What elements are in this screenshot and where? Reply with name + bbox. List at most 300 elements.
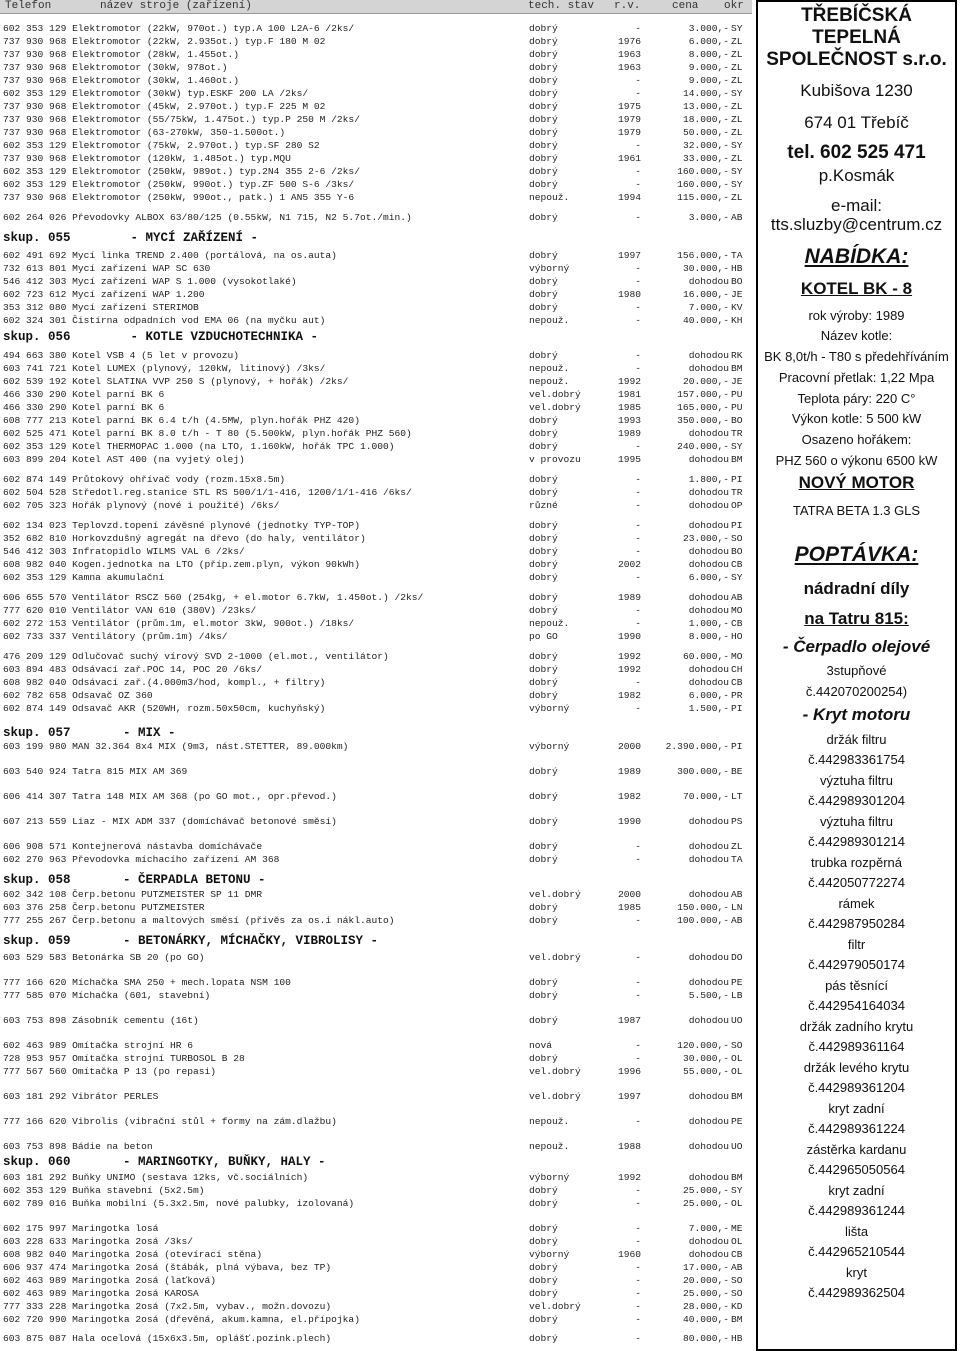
item-price: dohodou [688, 977, 729, 988]
listing-row [3, 500, 751, 512]
listing-row [3, 1116, 751, 1128]
sidebar-line: tts.sluzby@centrum.cz [770, 215, 943, 234]
item-year: 1960 [617, 1249, 641, 1260]
item-year: - [635, 263, 641, 274]
item-district: ZL [731, 101, 743, 112]
item-description: 602 463 989 Maringotka 2osá KAROSA [3, 1288, 199, 1299]
sidebar-line: nádradní díly [803, 579, 910, 598]
listing-row [3, 559, 751, 571]
item-condition: dobrý [529, 487, 558, 498]
item-year: - [635, 1198, 641, 1209]
item-district: ME [731, 1223, 743, 1234]
header-stav: tech. stav [528, 0, 595, 12]
sidebar-line: Výkon kotle: 5 500 kW [791, 411, 922, 426]
item-district: BM [731, 1091, 743, 1102]
item-district: RK [731, 350, 743, 361]
sidebar-line: NOVÝ MOTOR [798, 473, 915, 492]
item-district: ZL [731, 49, 743, 60]
item-district: KD [731, 1301, 743, 1312]
item-description: 608 777 213 Kotel parní BK 6.4 t/h (4.5MW, plyn.hořák PHZ 420) [3, 415, 360, 426]
item-year: - [635, 520, 641, 531]
item-year: - [635, 915, 641, 926]
item-condition: dobrý [529, 1288, 558, 1299]
item-condition: dobrý [529, 990, 558, 1001]
item-price: 20.000,- [682, 1275, 729, 1286]
item-district: KV [731, 302, 743, 313]
item-district: ZL [731, 62, 743, 73]
item-price: 28.000,- [682, 1301, 729, 1312]
item-condition: dobrý [529, 140, 558, 151]
header-rv: r.v. [614, 0, 641, 12]
header-okr: okr [724, 0, 744, 12]
listing-row [3, 23, 751, 35]
item-year: - [635, 1314, 641, 1325]
item-description: 602 353 129 Elektromotor (250kW, 989ot.) typ.2N4 355 2-6 /2ks/ [3, 166, 360, 177]
item-year: - [635, 533, 641, 544]
item-description: 777 585 070 Míchačka (601, stavební) [3, 990, 211, 1001]
item-district: TR [731, 428, 743, 439]
item-price: 55.000,- [682, 1066, 729, 1077]
item-price: 20.000,- [682, 376, 729, 387]
item-price: 80.000,- [682, 1333, 729, 1344]
item-price: dohodou [688, 559, 729, 570]
item-description: 777 166 620 Vibrolis (vibrační stůl + formy na zám.dlažbu) [3, 1116, 337, 1127]
item-description: 602 270 963 Převodovka míchacího zařízení AM 368 [3, 854, 280, 865]
item-condition: dobrý [529, 677, 558, 688]
sidebar-line: zástěrka kardanu [806, 1142, 907, 1157]
item-year: - [635, 1040, 641, 1051]
item-description: 602 353 129 Elektromotor (250kW, 990ot.) typ.ZF 500 S-6 /3ks/ [3, 179, 355, 190]
item-price: 30.000,- [682, 263, 729, 274]
item-district: TR [731, 487, 743, 498]
item-condition: dobrý [529, 854, 558, 865]
item-district: ZL [731, 127, 743, 138]
item-year: 1982 [617, 690, 641, 701]
item-condition: výborný [529, 1172, 570, 1183]
sidebar-line: NABÍDKA: [804, 245, 909, 268]
item-district: UO [731, 1141, 743, 1152]
item-district: BM [731, 363, 743, 374]
item-description: 602 723 612 Mycí zařízení WAP 1.200 [3, 289, 205, 300]
listing-row [3, 487, 751, 499]
item-year: 1993 [617, 415, 641, 426]
item-description: 603 753 898 Bádie na beton [3, 1141, 153, 1152]
item-condition: dobrý [529, 114, 558, 125]
item-price: 33.000,- [682, 153, 729, 164]
sidebar-line: PHZ 560 o výkonu 6500 kW [775, 453, 938, 468]
item-condition: dobrý [529, 1314, 558, 1325]
sidebar-line: č.442989361224 [808, 1121, 905, 1136]
item-district: PR [731, 690, 743, 701]
sidebar-line: č.442989361164 [808, 1039, 905, 1054]
item-year: 1987 [617, 1015, 641, 1026]
listing-row [3, 153, 751, 165]
listing-row [3, 140, 751, 152]
item-district: ZL [731, 841, 743, 852]
item-price: 1.500,- [688, 703, 729, 714]
item-price: 120.000,- [677, 1040, 729, 1051]
item-price: 9.000,- [688, 75, 729, 86]
item-description: 602 264 026 Převodovky ALBOX 63/80/125 (0.55kW, N1 715, N2 5.7ot./min.) [3, 212, 412, 223]
item-year: - [635, 546, 641, 557]
listing-row [3, 1053, 751, 1065]
listing-row [3, 664, 751, 676]
item-district: BM [731, 1314, 743, 1325]
item-condition: vel.dobrý [529, 389, 581, 400]
item-condition: dobrý [529, 520, 558, 531]
item-district: SO [731, 533, 743, 544]
item-description: 602 134 023 Teplovzd.topení závěsné plynové (jednotky TYP-TOP) [3, 520, 360, 531]
item-district: PE [731, 977, 743, 988]
listing-row [3, 62, 751, 74]
item-condition: nepouž. [529, 192, 570, 203]
item-price: 32.000,- [682, 140, 729, 151]
sidebar-line: výztuha filtru [820, 773, 893, 788]
sidebar-line: č.442989362504 [808, 1285, 905, 1300]
item-price: 25.000,- [682, 1185, 729, 1196]
item-condition: dobrý [529, 1236, 558, 1247]
item-year: 1985 [617, 902, 641, 913]
item-condition: vel.dobrý [529, 1301, 581, 1312]
item-description: 606 908 571 Kontejnerová nástavba domíchávače [3, 841, 263, 852]
item-district: SY [731, 23, 743, 34]
item-condition: dobrý [529, 302, 558, 313]
item-description: 603 376 258 Čerp.betonu PUTZMEISTER [3, 902, 205, 913]
item-year: 1992 [617, 1172, 641, 1183]
item-price: 16.000,- [682, 289, 729, 300]
item-price: dohodou [688, 816, 729, 827]
item-description: 353 312 080 Mycí zařízení STERIMOB [3, 302, 199, 313]
sidebar-line: č.442965210544 [808, 1244, 905, 1259]
item-year: 1979 [617, 114, 641, 125]
item-district: OL [731, 1236, 743, 1247]
item-district: JE [731, 376, 743, 387]
item-description: 466 330 290 Kotel parní BK 6 [3, 389, 165, 400]
item-price: 18.000,- [682, 114, 729, 125]
item-description: 602 353 129 Elektromotor (22kW, 970ot.) typ.A 100 L2A-6 /2ks/ [3, 23, 355, 34]
item-year: 1990 [617, 816, 641, 827]
sidebar-line: držák levého krytu [803, 1060, 910, 1075]
item-condition: dobrý [529, 1223, 558, 1234]
item-year: - [635, 23, 641, 34]
item-price: dohodou [688, 363, 729, 374]
item-year: 1963 [617, 49, 641, 60]
sidebar-line: Osazeno hořákem: [801, 432, 912, 447]
item-year: 1992 [617, 664, 641, 675]
item-price: 40.000,- [682, 1314, 729, 1325]
sidebar-line: BK 8,0t/h - T80 s předehříváním [764, 349, 949, 364]
item-condition: dobrý [529, 1275, 558, 1286]
item-year: - [635, 605, 641, 616]
item-price: 165.000,- [677, 402, 729, 413]
item-price: dohodou [688, 454, 729, 465]
sidebar-line: č.442965050564 [808, 1162, 905, 1177]
item-description: 466 330 290 Kotel parní BK 6 [3, 402, 165, 413]
item-district: UO [731, 1015, 743, 1026]
item-year: - [635, 179, 641, 190]
listing-row [3, 631, 751, 643]
listing-row [3, 402, 751, 414]
item-condition: dobrý [529, 841, 558, 852]
sidebar-line: TŘEBÍČSKÁ [801, 5, 912, 26]
listing-row [3, 1333, 751, 1345]
item-condition: dobrý [529, 915, 558, 926]
listing-row [3, 302, 751, 314]
item-description: 476 209 129 Odlučovač suchý vírový SVD 2-1000 (el.mot., ventilátor) [3, 651, 389, 662]
item-year: 1996 [617, 1066, 641, 1077]
sidebar-line: e-mail: [830, 196, 882, 215]
item-price: dohodou [688, 1015, 729, 1026]
item-condition: výborný [529, 263, 570, 274]
item-district: TA [731, 854, 743, 865]
item-year: - [635, 1333, 641, 1344]
sidebar-line: pás těsnící [825, 978, 888, 993]
item-condition: dobrý [529, 75, 558, 86]
sidebar-line: č.442989361204 [808, 1080, 905, 1095]
item-year: 2002 [617, 559, 641, 570]
item-description: 602 353 129 Elektromotor (75kW, 2.970ot.) typ.SF 280 S2 [3, 140, 320, 151]
item-district: BO [731, 276, 743, 287]
listing-row [3, 533, 751, 545]
item-description: 603 228 633 Maringotka 2osá /3ks/ [3, 1236, 193, 1247]
sidebar-line: č.442989301204 [808, 793, 905, 808]
section-heading: skup. 058 - ČERPADLA BETONU - [3, 873, 266, 887]
item-price: dohodou [688, 1141, 729, 1152]
item-description: 602 720 990 Maringotka 2osá (dřevěná, akum.kamna, el.přípojka) [3, 1314, 360, 1325]
item-district: JE [731, 289, 743, 300]
item-price: dohodou [688, 592, 729, 603]
item-price: 50.000,- [682, 127, 729, 138]
item-description: 777 166 620 Míchačka SMA 250 + mech.lopata NSM 100 [3, 977, 291, 988]
item-district: BO [731, 546, 743, 557]
item-price: dohodou [688, 350, 729, 361]
item-description: 602 705 323 Hořák plynový (nové i použité) /6ks/ [3, 500, 280, 511]
item-year: - [635, 1301, 641, 1312]
item-condition: dobrý [529, 212, 558, 223]
listing-row [3, 127, 751, 139]
item-year: - [635, 441, 641, 452]
item-district: MO [731, 605, 743, 616]
item-description: 606 937 474 Maringotka 2osá (štábák, plná výbava, bez TP) [3, 1262, 332, 1273]
listing-row [3, 546, 751, 558]
listing-row [3, 766, 751, 778]
item-district: SY [731, 441, 743, 452]
item-district: KH [731, 315, 743, 326]
sidebar-line: držák zadního krytu [799, 1019, 914, 1034]
listing-row [3, 1262, 751, 1274]
listing-row [3, 1275, 751, 1287]
item-price: 70.000,- [682, 791, 729, 802]
item-description: 603 199 980 MAN 32.364 8x4 MIX (9m3, nást.STETTER, 89.000km) [3, 741, 349, 752]
item-description: 602 175 997 Maringotka losá [3, 1223, 159, 1234]
listing-row [3, 854, 751, 866]
header-telefon: Telefon [5, 0, 52, 12]
item-description: 546 412 303 Mycí zařízení WAP S 1.000 (vysokotlaké) [3, 276, 297, 287]
item-year: - [635, 487, 641, 498]
item-price: 3.000,- [688, 23, 729, 34]
item-condition: dobrý [529, 101, 558, 112]
item-condition: dobrý [529, 88, 558, 99]
listing-row [3, 977, 751, 989]
item-district: SO [731, 1040, 743, 1051]
sidebar-line: 3stupňové [826, 663, 887, 678]
item-year: - [635, 977, 641, 988]
header-cena: cena [672, 0, 699, 12]
item-condition: dobrý [529, 605, 558, 616]
item-condition: nepouž. [529, 363, 570, 374]
item-price: dohodou [688, 1172, 729, 1183]
item-condition: po GO [529, 631, 558, 642]
item-description: 603 181 292 Buňky UNIMO (sestava 12ks, vč.sociálních) [3, 1172, 309, 1183]
item-year: - [635, 302, 641, 313]
item-description: 737 930 968 Elektromotor (120kW, 1.485ot.) typ.MQU [3, 153, 291, 164]
item-description: 737 930 968 Elektromotor (30kW, 1.460ot.) [3, 75, 240, 86]
item-year: - [635, 1053, 641, 1064]
section-heading: skup. 060 - MARINGOTKY, BUŇKY, HALY - [3, 1155, 326, 1169]
item-price: 6.000,- [688, 690, 729, 701]
sidebar-line: č.442954164034 [808, 998, 905, 1013]
sidebar-line: držák filtru [826, 732, 887, 747]
item-year: - [635, 315, 641, 326]
item-price: 300.000,- [677, 766, 729, 777]
item-price: 17.000,- [682, 1262, 729, 1273]
item-year: - [635, 841, 641, 852]
item-description: 606 655 570 Ventilátor RSCZ 560 (254kg, + el.motor 6.7kW, 1.450ot.) /2ks/ [3, 592, 424, 603]
item-condition: dobrý [529, 428, 558, 439]
item-district: BM [731, 454, 743, 465]
item-condition: dobrý [529, 250, 558, 261]
item-condition: nepouž. [529, 1141, 570, 1152]
item-year: 2000 [617, 741, 641, 752]
listing-row [3, 415, 751, 427]
listing-row [3, 889, 751, 901]
item-condition: dobrý [529, 1198, 558, 1209]
item-condition: dobrý [529, 664, 558, 675]
sidebar-line: Teplota páry: 220 C° [797, 391, 916, 406]
sidebar-line: Název kotle: [820, 328, 893, 343]
item-district: HB [731, 263, 743, 274]
item-description: 494 663 380 Kotel VSB 4 (5 let v provozu) [3, 350, 240, 361]
item-description: 737 930 968 Elektromotor (30kW, 978ot.) [3, 62, 228, 73]
item-year: - [635, 618, 641, 629]
listing-row [3, 952, 751, 964]
item-price: 23.000,- [682, 533, 729, 544]
item-district: SO [731, 1275, 743, 1286]
item-condition: dobrý [529, 276, 558, 287]
item-district: SY [731, 1185, 743, 1196]
item-price: dohodou [688, 276, 729, 287]
item-price: 1.800,- [688, 474, 729, 485]
item-year: - [635, 75, 641, 86]
item-price: dohodou [688, 500, 729, 511]
item-year: 1980 [617, 289, 641, 300]
listing-row [3, 363, 751, 375]
item-description: 602 342 108 Čerp.betonu PUTZMEISTER SP 11 DMR [3, 889, 263, 900]
item-year: 1989 [617, 766, 641, 777]
item-district: ZL [731, 192, 743, 203]
item-description: 602 324 301 Čistírna odpadních vod EMA 06 (na myčku aut) [3, 315, 326, 326]
item-price: dohodou [688, 520, 729, 531]
item-year: - [635, 140, 641, 151]
item-description: 602 353 129 Kamna akumulační [3, 572, 165, 583]
item-year: - [635, 1116, 641, 1127]
item-district: OP [731, 500, 743, 511]
item-condition: dobrý [529, 791, 558, 802]
item-condition: dobrý [529, 1015, 558, 1026]
item-description: 732 613 801 Mycí zařízení WAP SC 630 [3, 263, 211, 274]
item-year: - [635, 363, 641, 374]
item-price: dohodou [688, 428, 729, 439]
item-description: 608 982 040 Odsávací zař.(4.000m3/hod, kompl., + filtry) [3, 677, 326, 688]
sidebar-line: č.442989301214 [808, 834, 905, 849]
item-description: 737 930 968 Elektromotor (28kW, 1.455ot.) [3, 49, 240, 60]
listing-row [3, 179, 751, 191]
listing-row [3, 690, 751, 702]
listing-row [3, 520, 751, 532]
listing-row [3, 263, 751, 275]
item-price: 2.390.000,- [665, 741, 729, 752]
section-heading: skup. 059 - BETONÁRKY, MÍCHAČKY, VIBROLISY - [3, 934, 379, 948]
item-price: dohodou [688, 664, 729, 675]
sidebar-line: tel. 602 525 471 [787, 142, 926, 163]
item-year: 1994 [617, 192, 641, 203]
item-price: 13.000,- [682, 101, 729, 112]
item-condition: nepouž. [529, 315, 570, 326]
item-condition: vel.dobrý [529, 952, 581, 963]
sidebar-line: č.442070200254) [805, 684, 908, 699]
item-price: dohodou [688, 1091, 729, 1102]
item-year: - [635, 952, 641, 963]
sidebar-line: č.442983361754 [808, 752, 905, 767]
item-district: SY [731, 572, 743, 583]
item-description: 737 930 968 Elektromotor (63-270kW, 350-1.500ot.) [3, 127, 286, 138]
item-district: PU [731, 402, 743, 413]
item-description: 603 894 483 Odsávací zař.POC 14, POC 20 /6ks/ [3, 664, 263, 675]
item-description: 603 753 898 Zásobník cementu (16t) [3, 1015, 199, 1026]
item-description: 602 463 989 Omítačka strojní HR 6 [3, 1040, 193, 1051]
item-district: CH [731, 664, 743, 675]
item-price: dohodou [688, 605, 729, 616]
item-year: 1979 [617, 127, 641, 138]
item-year: 2000 [617, 889, 641, 900]
item-description: 602 353 129 Kotel THERMOPAC 1.000 (na LTO, 1.160kW, hořák TPC 1.000) [3, 441, 395, 452]
item-description: 602 491 692 Mycí linka TREND 2.400 (portálová, na os.auta) [3, 250, 337, 261]
item-price: 100.000,- [677, 915, 729, 926]
item-district: ZL [731, 75, 743, 86]
item-district: BE [731, 766, 743, 777]
item-year: - [635, 276, 641, 287]
item-condition: dobrý [529, 766, 558, 777]
item-year: - [635, 854, 641, 865]
item-year: 1982 [617, 791, 641, 802]
item-price: 156.000,- [677, 250, 729, 261]
item-condition: dobrý [529, 977, 558, 988]
listing-row [3, 75, 751, 87]
item-description: 602 463 989 Maringotka 2osá (laťková) [3, 1275, 217, 1286]
item-condition: nepouž. [529, 1116, 570, 1127]
item-year: - [635, 212, 641, 223]
item-district: BO [731, 415, 743, 426]
item-district: AB [731, 1262, 743, 1273]
sidebar-line: p.Kosmák [818, 166, 895, 185]
sidebar-line: - Kryt motoru [802, 705, 911, 724]
listing-row [3, 915, 751, 927]
item-condition: dobrý [529, 415, 558, 426]
item-price: dohodou [688, 677, 729, 688]
item-condition: dobrý [529, 690, 558, 701]
item-price: 6.000,- [688, 572, 729, 583]
sidebar-line: na Tatru 815: [804, 609, 909, 628]
